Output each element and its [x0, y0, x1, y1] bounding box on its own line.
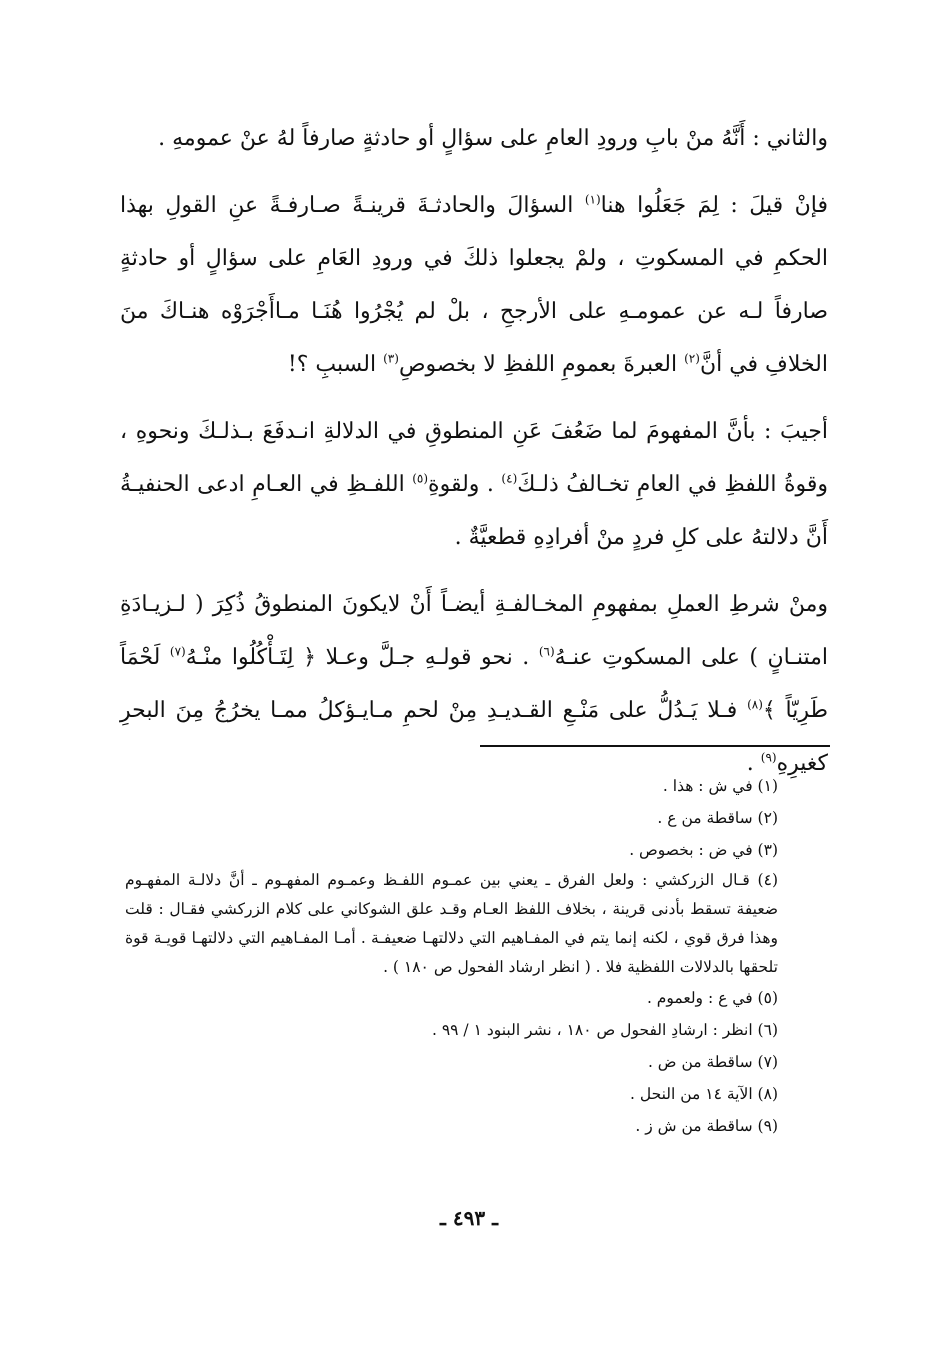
footnote-ref-7: (٧): [169, 644, 186, 659]
text-segment: أجيبَ : بأنَّ المفهومَ لما ضَعُفَ عَنِ المنطوقِ في الدلالةِ انـدفَعَ بـذلـكَ ونحوهِ ، وقوةُ اللفظِ في العامِ تخـالفُ ذلـكَ: [120, 419, 829, 497]
footnote-ref-9: (٩): [760, 750, 777, 765]
text-segment: والثاني : أَنَّهُ منْ بابِ ورودِ العامِ على سؤالٍ أو حادثةٍ صارفاً لهُ عنْ عمومهِ .: [158, 126, 828, 151]
paragraph-4: [120, 578, 828, 790]
footnote-3: (٣) في ض : بخصوص .: [629, 841, 778, 859]
text-segment: . نحو قولـهِ جـلَّ وعـلا ﴿ لِتَـأْكُلُوا منْـهُ: [185, 645, 539, 670]
page-number: ـ ٤٩٣ ـ: [440, 1206, 498, 1230]
footnotes: [125, 770, 830, 1142]
footnote-ref-1: (١): [584, 192, 601, 207]
main-text: [120, 112, 828, 800]
footnote-1: (١) في ش : هذا .: [662, 777, 778, 795]
footnote-8: (٨) الآية ١٤ من النحل .: [630, 1085, 778, 1103]
footnote-ref-6: (٦): [538, 644, 555, 659]
text-segment: اللفـظِ في العـامِ ادعى الحنفيـةُ أَنَّ دلالتهُ على كلِ فردٍ منْ أفرادِهِ قطعيَّةٌ .: [120, 472, 828, 550]
footnote-2: (٢) ساقطة من ع .: [657, 809, 778, 827]
footnote-6: (٦) انظر : ارشادِ الفحول ص ١٨٠ ، نشر البنود ١ / ٩٩ .: [431, 1021, 778, 1039]
footnote-7: (٧) ساقطة من ض .: [647, 1053, 778, 1071]
text-segment: السؤالَ والحادثـةَ قرينـةً صـارفـةً عنِ القولِ بهذا الحكمِ في المسكوتِ ، ولمْ يجعلوا ذلكَ في ورودِ العَامِ على سؤالٍ أو حادثةٍ صارفاً لـه عن عمومـهِ على الأرجحِ ، بلْ لم يُجْرُوا هُنَـا مـاأَجْرَوْه هنـاكَ منَ الخلافِ في أنَّ: [120, 193, 828, 377]
text-segment: فـلا يَـدُلُّ على مَنْـعِ القـديـدِ مِنْ لحمِ مـايـؤكلُ ممـا يخرُجُ مِنَ البحرِ كغيرِهِ: [120, 698, 828, 776]
text-segment: فإنْ قيلَ : لِمَ جَعَلُوا هنا: [600, 193, 828, 218]
footnote-ref-2: (٢): [684, 351, 700, 366]
footnote-divider: [480, 745, 830, 747]
paragraph-2: [120, 179, 828, 391]
text-segment: العبرةَ بعمومِ اللفظِ لا بخصوصِ: [398, 352, 685, 377]
footnote-ref-8: (٨): [747, 697, 763, 712]
paragraph-3: [120, 405, 828, 564]
footnote-ref-5: (٥): [412, 471, 429, 486]
footnote-4: (٤) قـال الزركشي : ولعل الفرق ـ يعني بين عمـوم اللفـظ وعمـوم المفهـوم ـ أنَّ دلالـة المفهـوم ضعيفة تسقط بأدنى قرينة ، بخلاف اللفظ العـام وقـد علق الشوكاني على كلام الزركشي فقـال : قلت وهذا فرق قوي ، لكنه إنما يتم في المفـاهيم التي دلالتهـا ضعيفـة . أمـا المفـاهيم التي دلالتهـا قويـة قوة تلحقها بالدلالات اللفظية فلا . ( انظر ارشاد الفحول ص ١٨٠ ) .: [125, 871, 778, 976]
paragraph-1: [120, 112, 828, 165]
text-segment: . ولقوةِ: [428, 472, 502, 497]
text-segment: لَحْمَاً طَرِيّاً ﴾: [120, 645, 828, 723]
footnote-ref-4: (٤): [501, 471, 518, 486]
text-segment: ومنْ شرطِ العملِ بمفهومِ المخـالفـةِ أيضـاً أَنْ لايكونَ المنطوقُ ذُكِرَ ( لـزيـادَةِ امتنـانٍ ) على المسكوتِ عنـهُ: [120, 592, 828, 670]
text-segment: .: [746, 751, 761, 776]
footnote-5: (٥) في ع : ولعموم .: [646, 989, 778, 1007]
footnote-ref-3: (٣): [383, 351, 399, 366]
text-segment: السببِ ؟!: [287, 352, 384, 377]
footnote-9: (٩) ساقطة من ش ز .: [635, 1117, 778, 1135]
